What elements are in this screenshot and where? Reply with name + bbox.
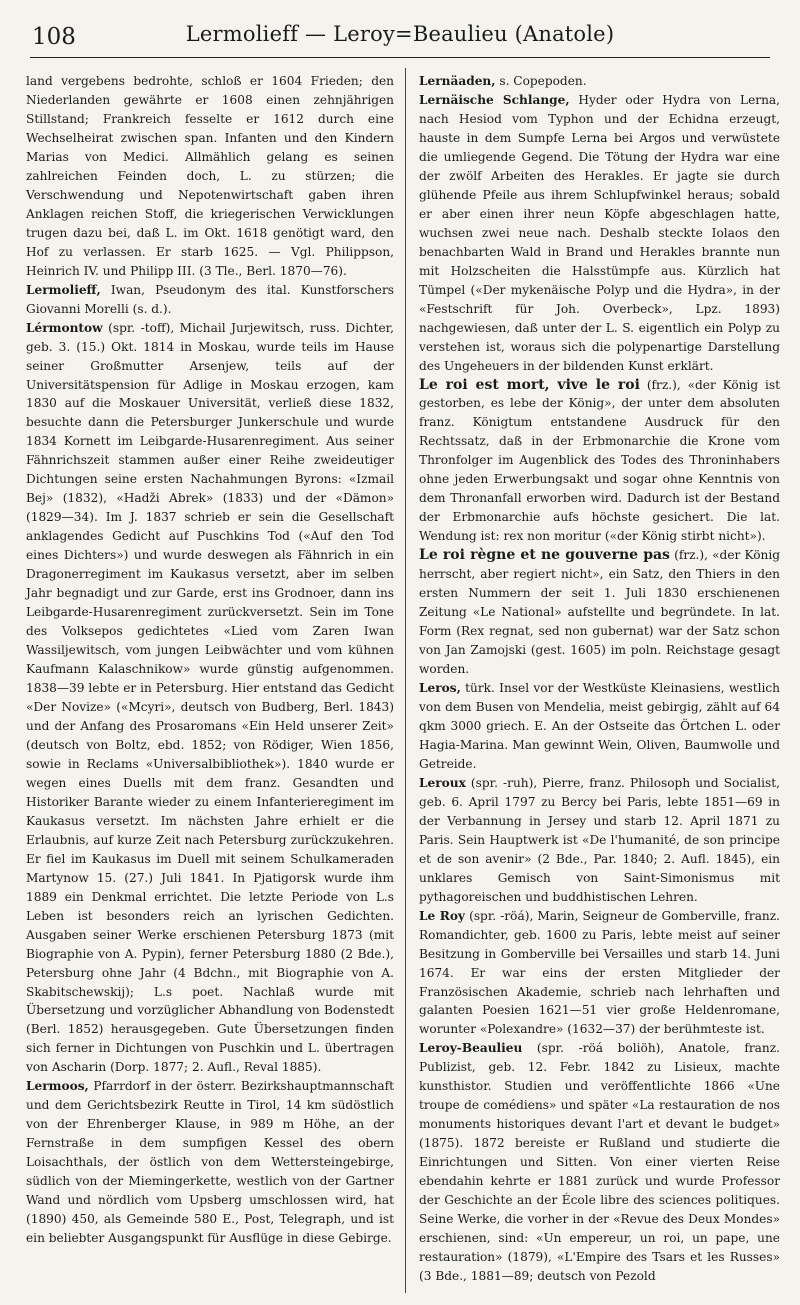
entry-lermoos bbox=[26, 1077, 394, 1248]
entry-continuation bbox=[26, 72, 394, 281]
entry-lernaeaden bbox=[419, 72, 780, 91]
entry-text: s. Copepoden. bbox=[495, 74, 587, 88]
entry-text: (spr. -toff), Michail Jurjewitsch, russ. Dichter, geb. 3. (15.) Okt. 1814 in Moskau, wurde teils im Hause seiner Großmutter Arsenjew, teils auf der Universitätspension für Adlige in Moskau erzogen, kam 1830 auf die Moskauer Universität, verließ diese 1832, besuchte dann die Petersburger Junkerschule und wurde 1834 Kornett im Leibgarde-Husarenregiment. Aus seiner Fähnrichszeit stammen außer einer Reihe zweideutiger Dichtungen seine ersten Nachahmungen Byrons: «Izmail Bej» (1832), «Hadži Abrek» (1833) und der «Dämon» (1829—34). Im J. 1837 schrieb er sein die Gesellschaft anklagendes Gedicht auf Puschkins Tod («Auf den Tod eines Dichters») und wurde deswegen als Fähnrich in ein Dragonerregiment im Kaukasus versetzt, aber im selben Jahr begnadigt und zur Garde, erst ins Grodnoer, dann ins Leibgarde-Husarenregiment zurückversetzt. Sein im Tone des Volksepos gedichtetes «Lied vom Zaren Iwan Wassiljewitsch, vom jungen Leibwächter und vom kühnen Kaufmann Kalaschnikow» wurde günstig aufgenommen. 1838—39 lebte er in Petersburg. Hier entstand das Gedicht «Der Novize» («Mcyri», deutsch von Budberg, Berl. 1843) und der Anfang des Prosaromans «Ein Held unserer Zeit» (deutsch von Boltz, ebd. 1852; von Rödiger, Wien 1856, sowie in Reclams «Universalbibliothek»). 1840 wurde er wegen eines Duells mit dem franz. Gesandten und Historiker Barante wieder zu einem Infanterieregiment im Kaukasus versetzt. Im nächsten Jahre erhielt er die Erlaubnis, auf kurze Zeit nach Petersburg zurückzukehren. Er fiel im Kaukasus im Duell mit seinem Schulkameraden Martynow 15. (27.) Juli 1841. In Pjatigorsk wurde ihm 1889 ein Denkmal errichtet. Die letzte Periode von L.s Leben ist besonders reich an lyrischen Gedichten. Ausgaben seiner Werke erschienen Petersburg 1873 (mit Biographie von A. Pypin), ferner Petersburg 1880 (2 Bde.), Petersburg ohne Jahr (4 Bdchn., mit Biographie von A. Skabitschewskij); L.s poet. Nachlaß wurde mit Übersetzung und vorzüglicher Abhandlung von Bodenstedt (Berl. 1852) herausgegeben. Gute Übersetzungen finden sich ferner in Dichtungen von Puschkin und L. übertragen von Ascharin (Dorp. 1877; 2. Aufl., Reval 1885). bbox=[26, 320, 394, 1075]
entry-lermolieff bbox=[26, 281, 394, 319]
entry-le-roy bbox=[419, 907, 780, 1040]
entry-lemma: Lernäische Schlange, bbox=[419, 92, 570, 107]
entry-lemma: Lermoos, bbox=[26, 1079, 89, 1094]
entry-lernaeische-schlange bbox=[419, 91, 780, 376]
entry-leroy-beaulieu bbox=[419, 1039, 780, 1286]
left-column bbox=[26, 72, 394, 1248]
entry-le-roi-regne bbox=[419, 546, 780, 679]
entry-lemma: Le Roy bbox=[419, 908, 465, 923]
entry-lermontow bbox=[26, 319, 394, 1078]
entry-lemma: Leroux bbox=[419, 775, 466, 790]
entry-leroux bbox=[419, 774, 780, 907]
entry-text: Iwan, Pseudonym des ital. Kunstforschers Giovanni Morelli (s. d.). bbox=[26, 282, 394, 316]
entry-text: türk. Insel vor der Westküste Kleinasiens, westlich von dem Busen von Mendelia, meist gebirgig, zählt auf 64 qkm 3000 griech. E. An der Ostseite das Örtchen L. oder Hagia-Marina. Man gewinnt Wein, Oliven, Baumwolle und Getreide. bbox=[419, 681, 780, 771]
entry-text: (frz.), «der König herrscht, aber regiert nicht», ein Satz, den Thiers in den ersten Nummern der seit 1. Juli 1830 erschienenen Zeitung «Le National» aufstellte und begründete. In lat. Form (Rex regnat, sed non gubernat) war der Satz schon von Jan Zamojski (gest. 1605) im poln. Reichstage gesagt worden. bbox=[419, 548, 780, 677]
column-divider bbox=[405, 68, 406, 1293]
page-header bbox=[30, 10, 770, 58]
entry-text: (spr. -ruh), Pierre, franz. Philosoph und Socialist, geb. 6. April 1797 zu Bercy bei Paris, lebte 1851—69 in der Verbannung in Jersey und starb 12. April 1871 zu Paris. Sein Hauptwerk ist «De l'humanité, de son principe et de son avenir» (2 Bde., Par. 1840; 2. Aufl. 1845), ein unklares Gemisch von Saint-Simonismus mit pythagoreischen und buddhistischen Lehren. bbox=[419, 775, 780, 904]
entry-text: (spr. -röá boliöh), Anatole, franz. Publizist, geb. 12. Febr. 1842 zu Lisieux, machte kunsthistor. Studien und veröffentlichte 1866 «Une troupe de comédiens» und später «La restauration de nos monuments historiques devant l'art et devant le budget» (1875). 1872 bereiste er Rußland und studierte die Einrichtungen und Sitten. Von einer vierten Reise ebendahin kehrte er 1881 zurück und wurde Professor der Geschichte an der École libre des sciences politiques. Seine Werke, die vorher in der «Revue des Deux Mondes» erschienen, sind: «Un empereur, un roi, un pape, une restauration» (1879), «L'Empire des Tsars et les Russes» (3 Bde., 1881—89; deutsch von Pezold bbox=[419, 1041, 780, 1284]
running-head: Lermolieff — Leroy=Beaulieu (Anatole) bbox=[185, 22, 615, 46]
entry-lemma: Leroy-Beaulieu bbox=[419, 1041, 523, 1056]
entry-lemma: Le roi est mort, vive le roi bbox=[419, 376, 640, 393]
right-column bbox=[419, 72, 780, 1286]
entry-lemma: Lernäaden, bbox=[419, 74, 496, 88]
page-number: 108 bbox=[32, 24, 76, 50]
entry-text: land vergebens bedrohte, schloß er 1604 Frieden; den Niederlanden gewährte er 1608 einen zehnjährigen Stillstand; Frankreich fesselte er 1612 durch eine Wechselheirat zwischen span. Infanten und den Kindern Marias von Medici. Allmählich gelang es seinen zahlreichen Feinden doch, L. zu stürzen; die Verschwendung und Nepotenwirtschaft gaben ihren Anklagen reichen Stoff, die kriegerischen Verwicklungen trugen dazu bei, daß L. im Okt. 1618 genötigt ward, den Hof zu verlassen. Er starb 1625. — Vgl. Philippson, Heinrich IV. und Philipp III. (3 Tle., Berl. 1870—76). bbox=[26, 74, 394, 278]
entry-text: (spr. -röá), Marin, Seigneur de Gomberville, franz. Romandichter, geb. 1600 zu Paris, lebte meist auf seiner Besitzung in Gomberville bei Versailles und starb 14. Juni 1674. Er war eins der ersten Mitglieder der Französischen Akademie, schrieb nach lehrhaften und galanten Poesien 1621—51 vier große Heldenromane, worunter «Polexandre» (1632—37) der berühmteste ist. bbox=[419, 908, 781, 1037]
entry-le-roi-est-mort bbox=[419, 376, 780, 547]
entry-lemma: Lermolieff, bbox=[26, 282, 101, 297]
entry-lemma: Le roi règne et ne gouverne pas bbox=[419, 547, 670, 564]
entry-leros bbox=[419, 679, 780, 774]
entry-lemma: Lérmontow bbox=[26, 320, 103, 335]
entry-text: Hyder oder Hydra von Lerna, nach Hesiod vom Typhon und der Echidna erzeugt, hauste in dem Sumpfe Lerna bei Argos und verwüstete die umliegende Gegend. Die Tötung der Hydra war eine der zwölf Arbeiten des Herakles. Er jagte sie durch glühende Pfeile aus ihrem Schlupfwinkel heraus; sobald er aber einen ihrer neun Köpfe abgeschlagen hatte, wuchsen zwei neue nach. Deshalb steckte Iolaos den benachbarten Wald in Brand und Herakles brannte nun mit Holzscheiten die Halsstümpfe aus. Kürzlich hat Tümpel («Der mykenäische Polyp und die Hydra», in der «Festschrift für Joh. Overbeck», Lpz. 1893) nachgewiesen, daß unter der L. S. eigentlich ein Polyp zu verstehen ist, woraus sich die polypenartige Darstellung des Ungeheuers in der bildenden Kunst erklärt. bbox=[419, 92, 780, 373]
entry-lemma: Leros, bbox=[419, 681, 461, 695]
entry-text: Pfarrdorf in der österr. Bezirkshauptmannschaft und dem Gerichtsbezirk Reutte in Tirol, 14 km südöstlich von der Ehrenberger Klause, in 989 m Höhe, an der Fernstraße in dem sumpfigen Kessel des obern Loisachthals, der östlich von dem Wettersteingebirge, südlich von der Miemingerkette, westlich von der Gartner Wand und nördlich vom Upsberg umschlossen wird, hat (1890) 450, als Gemeinde 580 E., Post, Telegraph, und ist ein beliebter Ausgangspunkt für Ausflüge in diese Gebirge. bbox=[26, 1079, 394, 1246]
entry-text: (frz.), «der König ist gestorben, es lebe der König», der unter dem absoluten franz. Königtum entstandene Ausdruck für den Rechtssatz, daß in der Erbmonarchie die Krone vom Thronfolger im Augenblick des Todes des Throninhabers ohne jeden Erwerbungsakt und sogar ohne Kenntnis von dem Thronanfall erworben wird. Dadurch ist der Bestand der Erbmonarchie aufs höchste gesichert. Die lat. Wendung ist: rex non moritur («der König stirbt nicht»). bbox=[419, 377, 781, 544]
